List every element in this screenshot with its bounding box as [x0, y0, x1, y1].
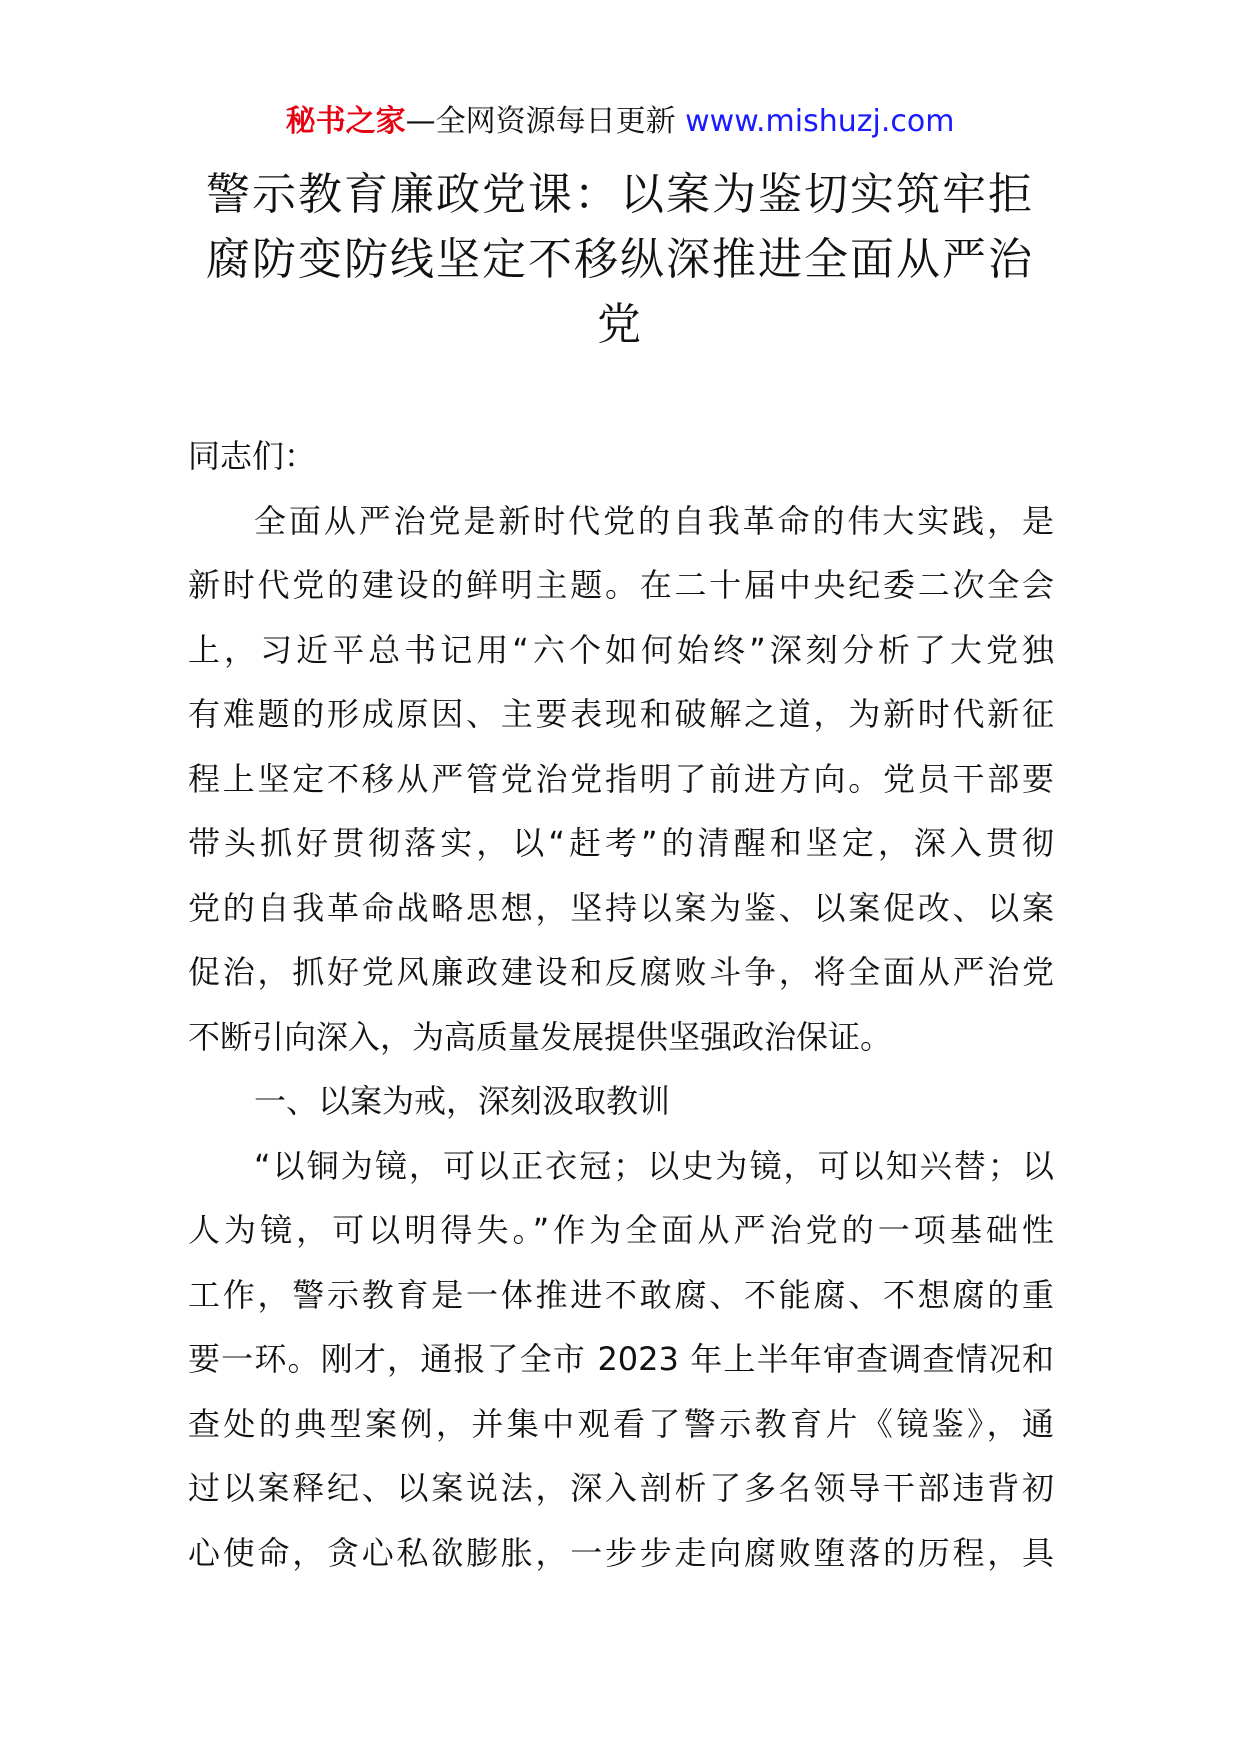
- title-line: 党: [597, 299, 643, 350]
- salutation: 同志们：: [188, 437, 317, 475]
- site-url-link[interactable]: www.mishuzj.com: [685, 104, 955, 139]
- site-slogan: —全网资源每日更新: [405, 104, 686, 139]
- paragraph-line: 带头抓好贯彻落实，以“赶考”的清醒和坚定，深入贯彻: [188, 824, 1054, 862]
- paragraph-line: 促治，抓好党风廉政建设和反腐败斗争，将全面从严治党: [188, 953, 1054, 991]
- paragraph-line: 有难题的形成原因、主要表现和破解之道，为新时代新征: [188, 695, 1054, 733]
- paragraph-line: 心使命，贪心私欲膨胀，一步步走向腐败堕落的历程，具: [188, 1533, 1054, 1572]
- site-header: [0, 100, 1240, 144]
- paragraph-line: 工作，警示教育是一体推进不敢腐、不能腐、不想腐的重: [188, 1275, 1054, 1314]
- title-line: 腐防变防线坚定不移纵深推进全面从严治: [206, 234, 1034, 285]
- title-line: 警示教育廉政党课：以案为鉴切实筑牢拒: [206, 169, 1034, 220]
- paragraph-line: 党的自我革命战略思想，坚持以案为鉴、以案促改、以案: [188, 888, 1054, 927]
- document-body: [188, 424, 1054, 1585]
- paragraph-line: 程上坚定不移从严管党治党指明了前进方向。党员干部要: [188, 759, 1054, 798]
- section-heading: 一、以案为戒，深刻汲取教训: [254, 1082, 671, 1120]
- paragraph-2: [188, 1134, 1054, 1586]
- site-brand: 秘书之家: [285, 104, 406, 139]
- paragraph-line: 人为镜，可以明得失。”作为全面从严治党的一项基础性: [188, 1211, 1054, 1249]
- paragraph-line: 过以案释纪、以案说法，深入剖析了多名领导干部违背初: [188, 1469, 1054, 1507]
- paragraph-line: 全面从严治党是新时代党的自我革命的伟大实践，是: [254, 501, 1054, 540]
- paragraph-line: “以铜为镜，可以正衣冠；以史为镜，可以知兴替；以: [254, 1146, 1054, 1185]
- paragraph-1: [188, 489, 1054, 1070]
- paragraph-line: 查处的典型案例，并集中观看了警示教育片《镜鉴》，通: [188, 1404, 1054, 1443]
- paragraph-line: 不断引向深入，为高质量发展提供坚强政治保证。: [188, 1017, 893, 1056]
- paragraph-line: 要一环。刚才，通报了全市 2023 年上半年审查调查情况和: [188, 1340, 1054, 1378]
- paragraph-line: 新时代党的建设的鲜明主题。在二十届中央纪委二次全会: [188, 566, 1054, 604]
- document-title: [190, 162, 1050, 357]
- paragraph-line: 上，习近平总书记用“六个如何始终”深刻分析了大党独: [188, 630, 1054, 669]
